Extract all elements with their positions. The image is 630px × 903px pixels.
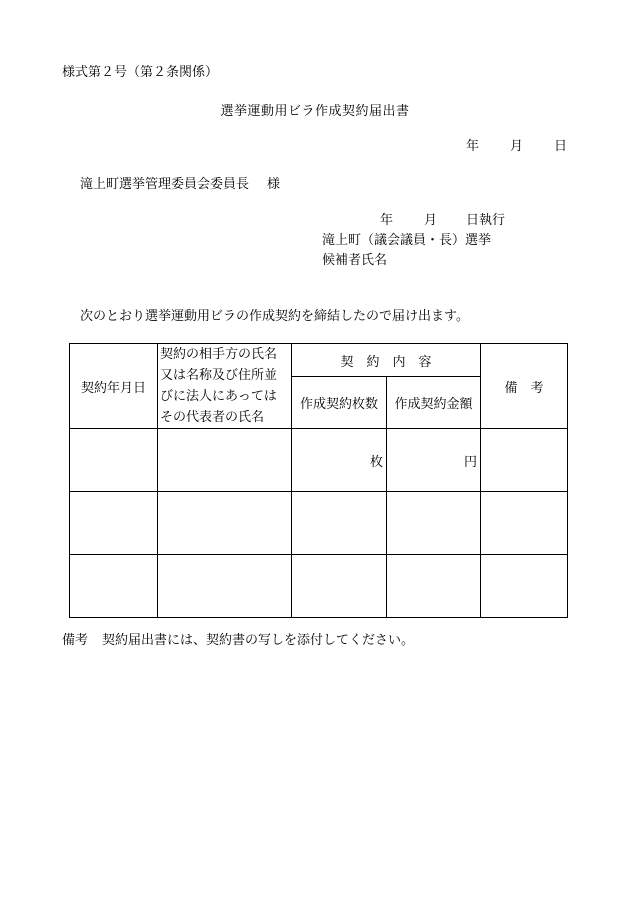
header-contract-contents: 契 約 内 容: [292, 344, 481, 377]
table-row: [70, 555, 568, 618]
party-line: その代表者の氏名: [160, 410, 265, 425]
document-title: 選挙運動用ビラ作成契約届出書: [220, 104, 410, 119]
month-label: 月: [510, 139, 524, 154]
header-sheet-count: 作成契約枚数: [292, 377, 387, 429]
header-contract-party: [158, 344, 292, 429]
note: [62, 634, 414, 647]
election-name: 滝上町（議会議員・長）選挙: [322, 233, 492, 248]
party-cell[interactable]: [158, 555, 292, 618]
note-label: 備考: [62, 633, 89, 648]
unit-yen: 円: [463, 454, 477, 470]
count-cell[interactable]: [292, 555, 387, 618]
remarks-cell[interactable]: [481, 555, 568, 618]
party-line: びに法人にあっては: [160, 389, 277, 404]
header-remarks: 備 考: [481, 344, 568, 429]
honorific: 様: [267, 177, 281, 192]
addressee-name: 滝上町選挙管理委員会委員長: [80, 177, 250, 192]
table-row: [70, 429, 568, 492]
party-cell[interactable]: [158, 429, 292, 492]
count-cell[interactable]: [292, 429, 387, 492]
note-text: 契約届出書には、契約書の写しを添付してください。: [102, 633, 415, 648]
party-cell[interactable]: [158, 492, 292, 555]
exec-month-label: 月: [424, 213, 438, 228]
exec-day-label: 日執行: [466, 213, 506, 228]
amount-cell[interactable]: [387, 492, 481, 555]
remarks-cell[interactable]: [481, 492, 568, 555]
election-date: [380, 214, 505, 227]
party-line: 又は名称及び住所並: [160, 368, 278, 383]
party-line: 契約の相手方の氏名: [160, 347, 278, 362]
remarks-cell[interactable]: [481, 429, 568, 492]
form-number: 様式第２号（第２条関係）: [62, 65, 219, 80]
date-cell[interactable]: [70, 555, 158, 618]
submission-date: [466, 140, 574, 153]
header-contract-date: 契約年月日: [70, 344, 158, 429]
exec-year-label: 年: [380, 213, 394, 228]
header-contract-amount: 作成契約金額: [387, 377, 481, 429]
body-text: 次のとおり選挙運動用ビラの作成契約を締結したので届け出ます。: [80, 309, 469, 324]
date-cell[interactable]: [70, 429, 158, 492]
day-label: 日: [554, 139, 568, 154]
addressee: [80, 178, 280, 191]
table-header-row: [70, 344, 568, 377]
amount-cell[interactable]: [387, 429, 481, 492]
count-cell[interactable]: [292, 492, 387, 555]
amount-cell[interactable]: [387, 555, 481, 618]
date-cell[interactable]: [70, 492, 158, 555]
candidate-name-label: 候補者氏名: [322, 253, 388, 268]
unit-sheets: 枚: [369, 454, 383, 470]
contract-table: [69, 343, 568, 618]
table-row: [70, 492, 568, 555]
year-label: 年: [466, 139, 480, 154]
